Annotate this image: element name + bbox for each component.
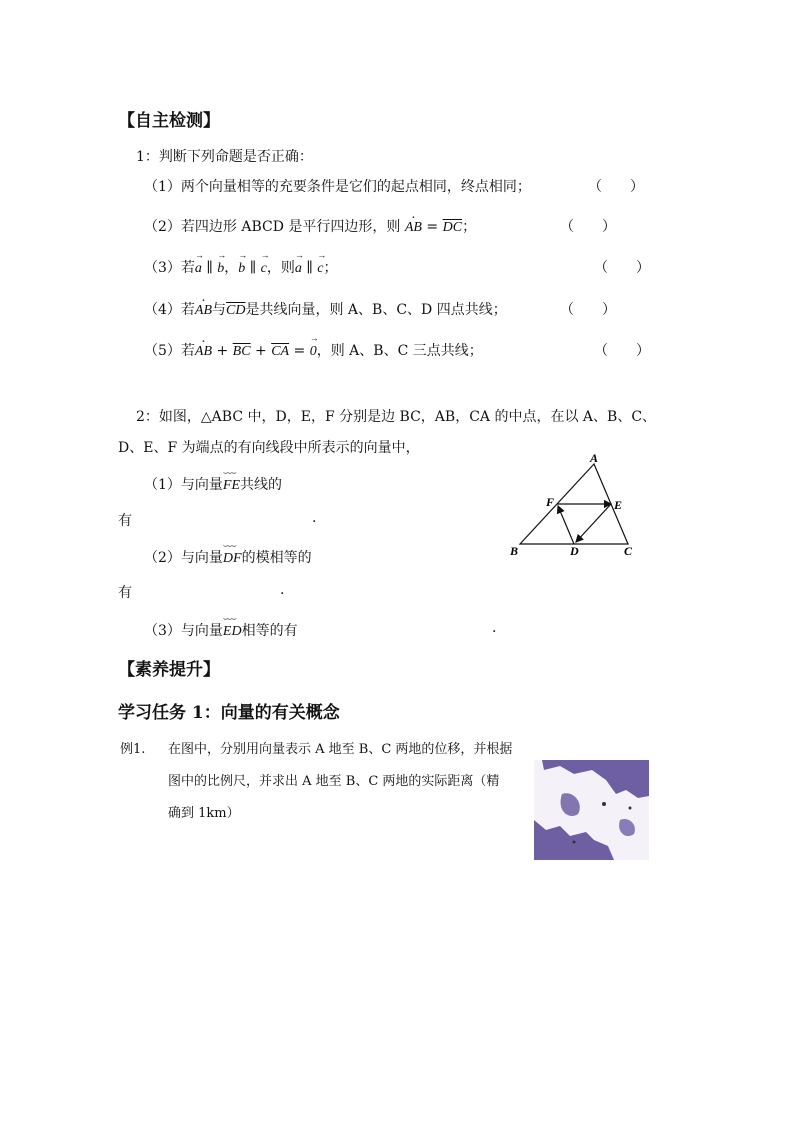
answer-bracket-3[interactable]: （ ） xyxy=(594,260,650,276)
q2-sub-2-answer-label: 有 xyxy=(118,585,132,601)
vector-AB: · AB xyxy=(195,303,212,319)
vector-ED: ⌣⌣⌣ ED xyxy=(223,624,242,640)
vector-df-line xyxy=(558,506,574,544)
vector-ed-line xyxy=(576,504,611,542)
vector-FE: ⌣⌣⌣ FE xyxy=(223,478,240,494)
label-F: F xyxy=(546,495,555,509)
q2-sub-2-end-dot: . xyxy=(280,582,285,598)
zero-vector: → 0 xyxy=(310,344,317,360)
q2-line-2: D、E、F 为端点的有向线段中所表示的向量中， xyxy=(118,440,420,456)
q2-sub-1-end-dot: . xyxy=(312,510,317,526)
task-heading: 学习任务 1：向量的有关概念 xyxy=(118,703,340,723)
vector-DF: ⌣⌣⌣ DF xyxy=(223,551,242,567)
example-line-1: 在图中，分别用向量表示 A 地至 B、C 两地的位移，并根据 xyxy=(168,742,513,757)
vector-CD: $\overline{CD}$ xyxy=(226,303,246,318)
answer-bracket-2[interactable]: （ ） xyxy=(560,219,616,235)
q1-item-4: （4）若· AB与$\overline{CD}$是共线向量，则 A、B、C、D 四点共线； xyxy=(144,299,507,319)
section-heading-improvement: 【素养提升】 xyxy=(118,660,220,680)
vector-CA: $\overline{CA}$ xyxy=(271,344,290,359)
vector-a: → a xyxy=(195,261,202,277)
q2-line-1: 2：如图，△ABC 中，D，E，F 分别是边 BC，AB，CA 的中点，在以 A、B、C、 xyxy=(136,409,657,425)
vector-b: → b xyxy=(217,261,224,277)
triangle-figure xyxy=(508,450,648,562)
example-label: 例1. xyxy=(120,742,146,757)
q1-item-3: （3）若→ a ∥ → b，→ b ∥ → c，则→ a ∥ → c； xyxy=(144,257,337,277)
label-D: D xyxy=(570,544,579,558)
vector-a: → a xyxy=(295,261,302,277)
vector-c: → c xyxy=(261,261,267,277)
map-landmass xyxy=(534,760,649,860)
q2-sub-1: （1）与向量⌣⌣⌣ FE共线的 xyxy=(144,474,282,494)
vector-c: → c xyxy=(317,261,323,277)
q1-item-2: （2）若四边形 ABCD 是平行四边形，则 · AB = $\overline{DC}$； xyxy=(144,216,476,236)
vector-AB: · AB xyxy=(195,344,212,360)
q1-item-1: （1）两个向量相等的充要条件是它们的起点相同，终点相同； xyxy=(144,179,531,195)
answer-bracket-4[interactable]: （ ） xyxy=(560,302,616,318)
q2-sub-3-end-dot: . xyxy=(492,620,497,636)
vector-b: → b xyxy=(238,261,245,277)
vector-DC: $\overline{DC}$ xyxy=(442,220,463,235)
label-C: C xyxy=(624,544,633,558)
example-line-2: 图中的比例尺，并求出 A 地至 B、C 两地的实际距离（精 xyxy=(168,774,500,789)
section-heading-self-check: 【自主检测】 xyxy=(118,111,220,131)
answer-bracket-5[interactable]: （ ） xyxy=(594,343,650,359)
label-B: B xyxy=(510,544,519,558)
vector-BC: $\overline{BC}$ xyxy=(232,344,251,359)
q1-stem: 1：判断下列命题是否正确： xyxy=(136,149,313,165)
answer-bracket-1[interactable]: （ ） xyxy=(588,179,644,195)
q2-sub-1-answer-label: 有 xyxy=(118,513,132,529)
map-image xyxy=(534,760,649,860)
q1-item-5: （5）若· AB + $\overline{BC} + \overline{CA}$ = → 0，则 A、B、C 三点共线； xyxy=(144,340,483,360)
vector-AB: · AB xyxy=(405,220,422,236)
label-A: A xyxy=(590,451,599,465)
label-E: E xyxy=(614,498,623,512)
example-line-3: 确到 1km） xyxy=(168,806,240,821)
q2-sub-3: （3）与向量⌣⌣⌣ ED相等的有 xyxy=(144,620,298,640)
q2-sub-2: （2）与向量⌣⌣⌣ DF的模相等的 xyxy=(144,547,312,567)
